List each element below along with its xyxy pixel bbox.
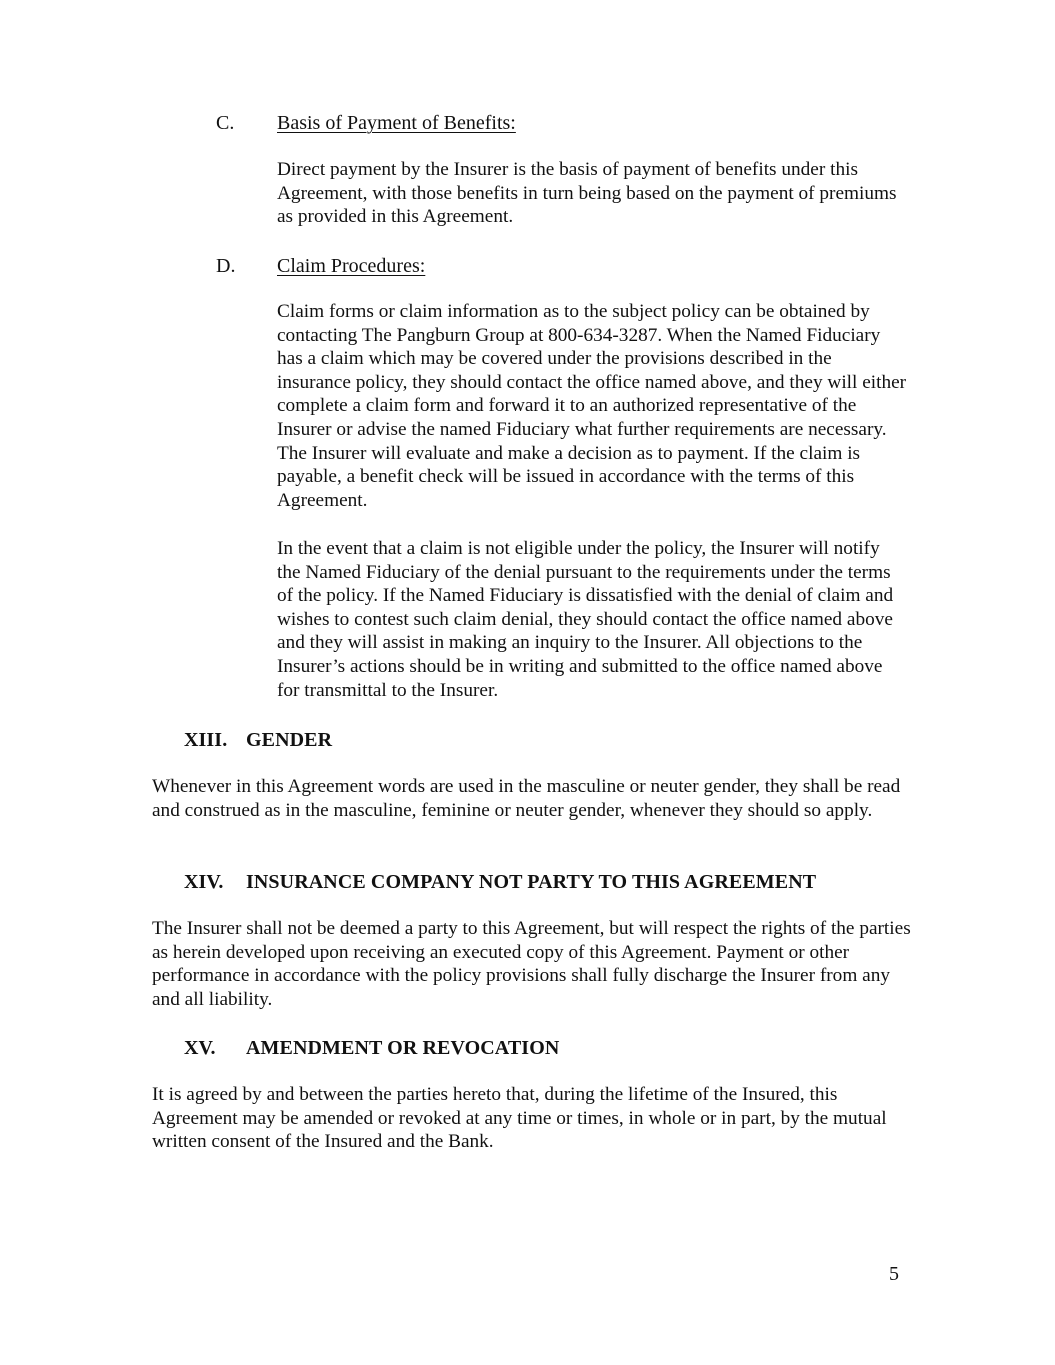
page-number: 5 [889,1263,899,1285]
section-xv-paragraph: It is agreed by and between the parties hereto that, during the lifetime of the Insured, this Agreement may be amended or revoked at any time or times, in whole or in part, by the mutual written consent of the Insured and the Bank. [152,1084,887,1153]
section-xiii-number: XIII. [184,729,228,751]
section-xv-number: XV. [184,1037,216,1059]
section-xv-heading [184,1036,559,1060]
section-c-letter: C. [216,112,235,134]
section-d-paragraph-1: Claim forms or claim information as to the subject policy can be obtained by contacting The Pangburn Group at 800-634-3287. When the Named Fiduciary has a claim which may be covered under the provisions described in the insurance policy, they should contact the office named above, and they will either complete a claim form and forward it to an authorized representative of the Insurer or advise the named Fiduciary what further requirements are necessary. The Insurer will evaluate and make a decision as to payment. If the claim is payable, a benefit check will be issued in accordance with the terms of this Agreement. [277,301,907,511]
section-xiii-heading [184,728,332,752]
section-xiv-title: INSURANCE COMPANY NOT PARTY TO THIS AGREEMENT [246,871,817,893]
section-d-paragraph-2: In the event that a claim is not eligible under the policy, the Insurer will notify the Named Fiduciary of the denial pursuant to the requirements under the terms of the policy. If the Named Fiduciary is dissatisfied with the denial of claim and wishes to contest such claim denial, they should contact the office named above and they will assist in making an inquiry to the Insurer. All objections to the Insurer’s actions should be in writing and submitted to the office named above for transmittal to the Insurer. [277,538,894,701]
section-c-paragraph: Direct payment by the Insurer is the basis of payment of benefits under this Agreement, with those benefits in turn being based on the payment of premiums as provided in this Agreement. [277,159,897,228]
section-d-title: Claim Procedures: [277,255,426,277]
section-c-title: Basis of Payment of Benefits: [277,112,516,134]
section-xv-title: AMENDMENT OR REVOCATION [246,1037,560,1059]
section-xiv-paragraph: The Insurer shall not be deemed a party to this Agreement, but will respect the rights of the parties as herein developed upon receiving an executed copy of this Agreement. Payment or other performance in accordance with the policy provisions shall fully discharge the Insurer from any and all liability. [152,918,911,1010]
section-xiii-title: GENDER [246,729,333,751]
section-xiii-paragraph: Whenever in this Agreement words are used in the masculine or neuter gender, they shall be read and construed as in the masculine, feminine or neuter gender, whenever they should so apply. [152,776,901,821]
section-xiv-heading [184,870,816,894]
section-xiv-number: XIV. [184,871,224,893]
section-d-letter: D. [216,255,236,277]
